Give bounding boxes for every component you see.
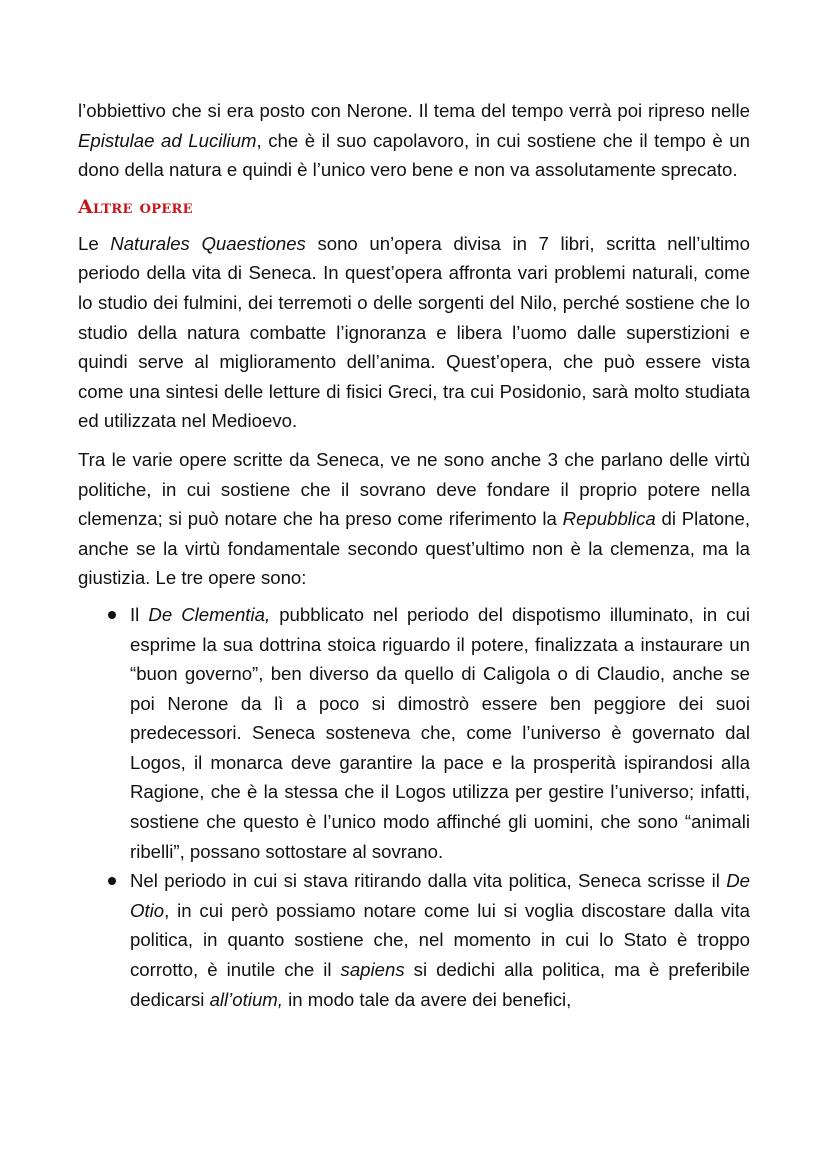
paragraph-virtu-politiche (78, 445, 750, 593)
italic-title: Naturales Quaestiones (110, 232, 306, 254)
text-run: Tra le varie opere scritte da Seneca, ve ne sono anche 3 che parlano delle virtù politiche, in cui sostiene che il sovrano deve fondare il proprio potere nella clemenza; si può notare che ha preso come riferimento la (78, 448, 750, 530)
text-run: l’obbiettivo che si era posto con Nerone. Il tema del tempo verrà poi ripreso nelle (78, 100, 750, 121)
text-run: Il (130, 603, 149, 625)
text-run: sono un’opera divisa in 7 libri, scritta nell’ultimo periodo della vita di Seneca. In quest’opera affronta vari problemi naturali, come lo studio dei fulmini, dei terremoti o delle sorgenti del Nilo, perché sostiene che lo studio della natura combatte l’ignoranza e libera l’uomo dalle superstizioni e quindi serve al miglioramento dell’anima. Quest’opera, che può essere vista come una sintesi delle letture di fisici Greci, tra cui Posidonio, sarà molto studiata ed utilizzata nel Medioevo. (78, 232, 750, 432)
works-list (78, 600, 750, 1014)
section-heading: Altre opere (78, 195, 193, 218)
text-run: pubblicato nel periodo del dispotismo illuminato, in cui esprime la sua dottrina stoica riguardo il potere, finalizzata a instaurare un “buon governo”, ben diverso da quello di Caligola o di Claudio, anche se poi Nerone da lì a poco si dimostrò essere ben peggiore dei suoi predecessori. Seneca sosteneva che, come l’universo è governato dal Logos, il monarca deve garantire la pace e la prosperità ispirandosi alla Ragione, che è la stessa che il Logos utilizza per gestire l’universo; infatti, sostiene che questo è l’unico modo affinché gli uomini, che sono “animali ribelli”, possano sottostare al sovrano. (130, 603, 751, 862)
italic-title: Repubblica (562, 508, 656, 530)
italic-title: Epistulae ad Lucilium (78, 129, 257, 151)
text-run: di Platone, anche se la virtù fondamentale secondo quest’ultimo non è la clemenza, ma la giustizia. Le tre opere sono: (78, 508, 750, 589)
paragraph-epistulae (78, 96, 750, 185)
italic-title: De Clementia, (148, 603, 271, 625)
text-run: in modo tale da avere dei benefici, (282, 988, 572, 1010)
text-run: Nel periodo in cui si stava ritirando dalla vita politica, Seneca scrisse il (130, 870, 727, 892)
italic-term: sapiens (340, 959, 405, 981)
text-run: Le (78, 232, 111, 254)
text-run: , che è il suo capolavoro, in cui sostiene che il tempo è un dono della natura e quindi è l’unico vero bene e non va assolutamente sprecato. (78, 129, 750, 181)
paragraph-naturales (78, 229, 750, 436)
bullet-icon (108, 877, 116, 885)
list-item-de-clementia (130, 600, 750, 866)
italic-term: all’otium, (209, 988, 283, 1010)
bullet-icon (108, 611, 116, 619)
italic-title: De Otio (130, 870, 750, 921)
text-run: , in cui però possiamo notare come lui si voglia discostare dalla vita politica, in quanto sostiene che, nel momento in cui lo Stato è troppo corrotto, è inutile che il (130, 899, 750, 981)
list-item-de-otio (130, 866, 750, 1014)
text-run: si dedichi alla politica, ma è preferibile dedicarsi (130, 959, 750, 1010)
